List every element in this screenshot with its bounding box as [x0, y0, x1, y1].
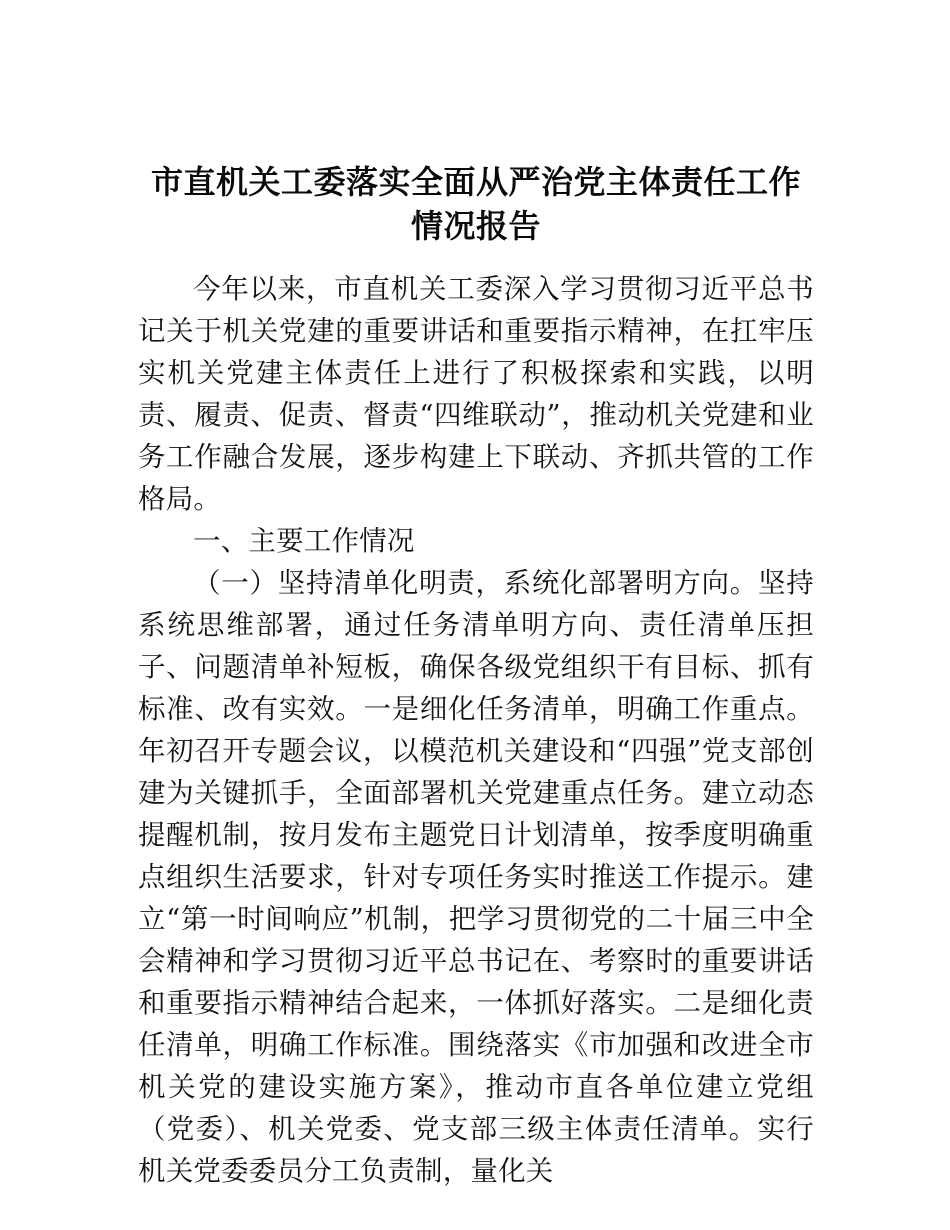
section-heading-1: 一、主要工作情况 — [193, 525, 415, 557]
subsection-paragraph-1: （一）坚持清单化明责，系统化部署明方向。坚持系统思维部署，通过任务清单明方向、责任清单压担子、问题清单补短板，确保各级党组织干有目标、抓有标准、改有实效。一是细化任务清单，明确工作重点。年初召开专题会议，以模范机关建设和“四强”党支部创建为关键抓手，全面部署机关党建重点任务。建立动态提醒机制，按月发布主题党日计划清单，按季度明确重点组织生活要求，针对专项任务实时推送工作提示。建立“第一时间响应”机制，把学习贯彻党的二十届三中全会精神和学习贯彻习近平总书记在、考察时的重要讲话和重要指示精神结合起来，一体抓好落实。二是细化责任清单，明确工作标准。围绕落实《市加强和改进全市机关党的建设实施方案》，推动市直各单位建立党组（党委）、机关党委、党支部三级主体责任清单。实行机关党委委员分工负责制，量化关 — [138, 567, 814, 1187]
document-body — [138, 160, 814, 1192]
intro-paragraph: 今年以来，市直机关工委深入学习贯彻习近平总书记关于机关党建的重要讲话和重要指示精神，在扛牢压实机关党建主体责任上进行了积极探索和实践，以明责、履责、促责、督责“四维联动”，推动机关党建和业务工作融合发展，逐步构建上下联动、齐抓共管的工作格局。 — [138, 273, 814, 515]
page-title: 市直机关工委落实全面从严治党主体责任工作情况报告 — [150, 164, 801, 244]
